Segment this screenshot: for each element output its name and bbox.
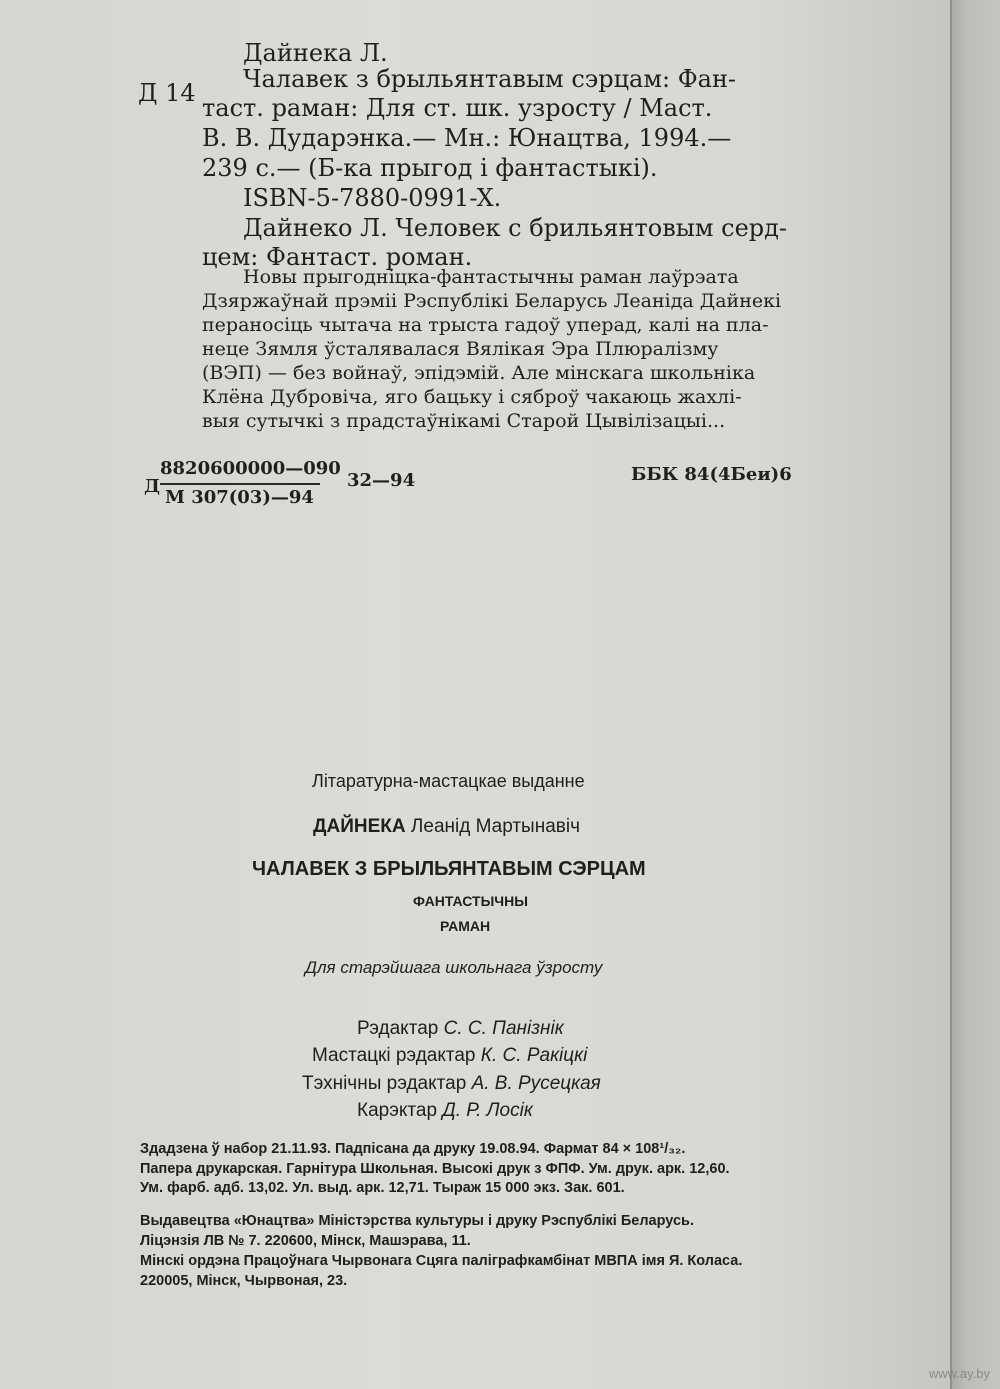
- staff-role: Карэктар: [357, 1100, 438, 1121]
- book-subtitle-1: ФАНТАСТЫЧНЫ: [413, 893, 528, 909]
- annotation-line-6: Клёна Дубровіча, яго бацьку і сяброў чакаюць жахлі-: [202, 386, 742, 408]
- staff-name: С. С. Панізнік: [443, 1018, 564, 1039]
- staff-role: Тэхнічны рэдактар: [302, 1073, 467, 1094]
- card-russian-title-cont: цем: Фантаст. роман.: [202, 243, 473, 271]
- publisher-line-2: Ліцэнзія ЛВ № 7. 220600, Мінск, Машэрава, 11.: [140, 1233, 471, 1249]
- card-line-1: Чалавек з брыльянтавым сэрцам: Фан-: [243, 65, 737, 93]
- annotation-line-1: Новы прыгодніцка-фантастычны раман лаўрэата: [243, 266, 739, 288]
- code-bbk: ББК 84(4Беи)6: [631, 464, 792, 485]
- facing-page-edge: [950, 0, 1000, 1389]
- staff-proofreader: [357, 1100, 533, 1122]
- code-letter: Д: [144, 476, 161, 497]
- publisher-line-3: Мінскі ордэна Працоўнага Чырвонага Сцяга паліграфкамбінат МВПА імя Я. Коласа.: [140, 1253, 743, 1269]
- genre-line: Літаратурна-мастацкае выданне: [312, 771, 585, 791]
- fraction-bar: [160, 483, 320, 485]
- card-author-heading: Дайнека Л.: [243, 39, 388, 67]
- staff-name: А. В. Русецкая: [471, 1073, 601, 1094]
- code-order: 32—94: [347, 470, 416, 491]
- annotation-line-5: (ВЭП) — без войнаў, эпідэмій. Але мінскага школьніка: [202, 362, 756, 384]
- audience-line: Для старэйшага школьнага ўзросту: [305, 958, 603, 977]
- staff-role: Рэдактар: [357, 1018, 439, 1039]
- card-isbn: ISBN-5-7880-0991-X.: [243, 184, 502, 212]
- card-line-3: В. В. Дударэнка.— Мн.: Юнацтва, 1994.—: [202, 124, 732, 152]
- annotation-line-3: пераносіць чытача на трыста гадоў уперад, калі на пла-: [202, 314, 769, 336]
- production-line-2: Папера друкарская. Гарнітура Школьная. Высокі друк з ФПФ. Ум. друк. арк. 12,60.: [140, 1161, 730, 1177]
- card-russian-title: Дайнеко Л. Человек с брильянтовым серд-: [243, 214, 788, 242]
- staff-name: Д. Р. Лосік: [442, 1100, 533, 1121]
- author-line: [313, 816, 580, 838]
- page-gutter: [950, 0, 952, 1389]
- annotation-line-4: нецe Зямля ўсталявалася Вялікая Эра Плюралізму: [202, 338, 719, 360]
- card-line-2: таст. раман: Для ст. шк. узросту / Маст.: [202, 94, 713, 122]
- card-line-4: 239 с.— (Б-ка прыгод і фантастыкі).: [202, 154, 658, 182]
- author-names: Леанід Мартынавіч: [410, 816, 580, 837]
- annotation-line-7: выя сутычкі з прадстаўнікамі Старой Цывілізацыі...: [202, 410, 726, 432]
- author-surname: ДАЙНЕКА: [313, 816, 406, 837]
- staff-name: К. С. Ракіцкі: [480, 1045, 588, 1066]
- book-title: ЧАЛАВЕК З БРЫЛЬЯНТАВЫМ СЭРЦАМ: [252, 858, 646, 880]
- code-numerator: 8820600000—090: [160, 458, 341, 479]
- annotation-line-2: Дзяржаўнай прэміі Рэспублікі Беларусь Леаніда Дайнекі: [202, 290, 782, 312]
- book-subtitle-2: РАМАН: [440, 918, 491, 934]
- staff-art-editor: [312, 1045, 587, 1067]
- production-line-1: Здадзена ў набор 21.11.93. Падпісана да друку 19.08.94. Фармат 84 × 108¹/₃₂.: [140, 1141, 686, 1157]
- code-denominator: М 307(03)—94: [165, 487, 314, 508]
- staff-editor: [357, 1018, 564, 1040]
- production-line-3: Ум. фарб. адб. 13,02. Ул. выд. арк. 12,71. Тыраж 15 000 экз. Зак. 601.: [140, 1180, 625, 1196]
- staff-role: Мастацкі рэдактар: [312, 1045, 476, 1066]
- watermark: www.ay.by: [928, 1366, 990, 1381]
- staff-tech-editor: [302, 1073, 601, 1095]
- publisher-line-4: 220005, Мінск, Чырвоная, 23.: [140, 1273, 348, 1289]
- index-code: Д 14: [138, 79, 196, 107]
- publisher-line-1: Выдавецтва «Юнацтва» Міністэрства культуры і друку Рэспублікі Беларусь.: [140, 1213, 694, 1229]
